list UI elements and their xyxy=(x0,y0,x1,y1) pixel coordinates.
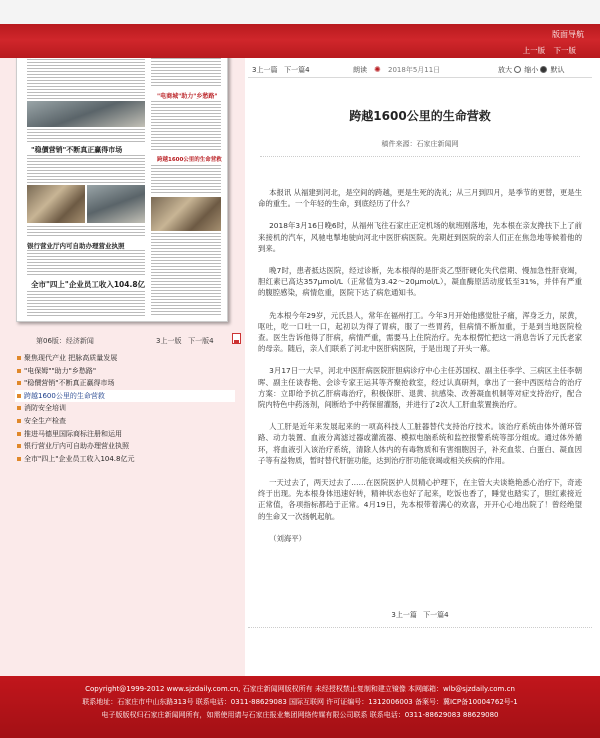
list-item[interactable]: "稳價营销"不断真正赢得市场 xyxy=(15,377,235,390)
header-page-nav xyxy=(517,45,576,56)
footer-copyright: Copyright@1999-2012 www.sjzdaily.com.cn, 石家庄新闻网版权所有 未经授权禁止复制和建立镜像 本网邮箱：wlb@sjzdaily.com.cn xyxy=(85,685,515,693)
list-item[interactable]: "电保姆""助力"乡愁路" xyxy=(15,365,235,378)
layout-nav-link[interactable]: 版面导航 xyxy=(552,30,584,39)
footer-rights: 电子版版权归石家庄新闻网所有，如需使用请与石家庄报业集团网络传媒有限公司联系 联系电话：0311-88629083 88629080 xyxy=(101,711,499,719)
article-author: （刘海平） xyxy=(269,533,307,543)
footer xyxy=(0,676,600,738)
list-item[interactable]: 推进马德里国际商标注册和运用 xyxy=(15,428,235,441)
bottom-next-article[interactable]: 下一篇4 xyxy=(423,611,449,619)
article-paragraph: 3月17日一大早，河北中医肝病医院肝胆病诊疗中心主任苏国权、副主任李学、三病区主任李朝晖、副主任谈春艳、会诊专家王运其等齐聚抢救室，经过认真研判，拿出了一套中西医结合的治疗方案：立即给予抗乙肝病毒治疗，积极保肝、退黄、抗感染、改善凝血机制等对症支持治疗，配合院内特色中药汤剂，间断给予中药保留灌肠，并进行了2次人工肝血浆置换治疗。 xyxy=(258,366,582,410)
lead-photo xyxy=(27,101,145,127)
next-article-link[interactable]: 下一篇4 xyxy=(284,66,310,74)
article-paragraph: 人工肝是近年来发展起来的一项高科技人工脏器替代支持治疗技术。该治疗系统由体外循环管路、动力装置、血液分离滤过器或灌流器、模拟电脑系统和监控报警系统等部分组成。通过体外循环，将血液引入该治疗系统，清除人体内的有毒物质和有害细胞因子，补充血浆、白蛋白、凝血因子等有益物质，暂时替代肝脏功能，达到治疗肝功能衰竭或相关疾病的作用。 xyxy=(258,422,582,465)
default-size-label[interactable]: 默认 xyxy=(550,66,565,74)
footer-contact: 联系地址：石家庄市中山东路313号 联系电话：0311-88629083 国际互联网 许可证编号：1312006003 备案号：冀ICP备10004762号-1 xyxy=(82,698,518,706)
zoom-in-radio[interactable] xyxy=(514,66,521,73)
read-aloud-button[interactable]: 朗读 xyxy=(353,66,367,74)
side-article-text-3 xyxy=(151,165,221,195)
mid-headline: "稳價营销"不断真正赢得市场 xyxy=(31,146,123,154)
lead-article-text xyxy=(27,59,145,99)
list-item-selected[interactable]: 跨越1600公里的生命营救 xyxy=(15,390,235,403)
article-paragraph: 一天过去了，两天过去了……在医院医护人员精心护理下，在主管大夫谈艳艳悉心治疗下，奇迹终于出现。先本根身体迅速好转，精神状态也好了起来，吃饭也香了，睡觉也踏实了，胆红素接近正常值，各项指标都趋于正常。4月19日，先本根带着满心的欢喜，开开心心地出院了！曾经绝望的生命又一次扬帆起航。 xyxy=(258,478,582,521)
header-next-page[interactable]: 下一版 xyxy=(553,46,576,55)
lower-headline: 银行营业厅内可自助办理营业执照 xyxy=(27,242,125,250)
divider xyxy=(260,156,580,157)
left-panel xyxy=(0,0,245,676)
list-item[interactable]: 消防安全培训 xyxy=(15,402,235,415)
article-paragraph: 晚7时，患者抵达医院，经过诊断，先本根得的是肝炎乙型肝硬化失代偿期、慢加急性肝衰竭，胆红素已高达357μmol/L（正常值为3.42～20μmol/L），凝血酶原活动度低至31%，并伴有严重的腹腔感染，病情危重，医院下达了病危通知书。 xyxy=(258,266,582,298)
side-photo xyxy=(151,197,221,231)
article-toolbar xyxy=(248,62,592,78)
bottom-headline: 全市"四上"企业员工收入104.8亿 xyxy=(31,280,146,289)
bottom-article-nav xyxy=(248,610,592,620)
prev-article-link[interactable]: 3上一篇 xyxy=(252,66,278,74)
list-item[interactable]: 安全生产检查 xyxy=(15,415,235,428)
zoom-out-radio[interactable] xyxy=(540,66,547,73)
list-item[interactable]: 聚焦现代产业 把脉高质量发展 xyxy=(15,352,235,365)
side-article-text-2 xyxy=(151,101,221,151)
toolbar-nav xyxy=(252,62,310,78)
speaker-icon[interactable]: ✺ xyxy=(374,65,381,74)
list-item[interactable]: 全市"四上"企业员工收入104.8亿元 xyxy=(15,453,235,466)
lead-article-text-2 xyxy=(27,129,145,143)
prev-page-link[interactable]: 3上一版 xyxy=(156,337,182,345)
page-label: 第06版：经济新闻 xyxy=(36,337,94,345)
article-paragraph: 2018年3月16日晚6时，从福州飞往石家庄正定机场的航班刚落地，先本根在亲友搀扶下上了前来接机的汽车，风驰电掣地驶向河北中医肝病医院。先期赶到医院的亲人们正在焦急地等候着他的到来。 xyxy=(258,221,582,253)
article-date: 2018年5月11日 xyxy=(388,66,441,74)
article-paragraph: 本报讯 从福建到河北，是空间的跨越，更是生死的洗礼；从三月到四月，是季节的更替，更是生命的重生。一个年轻的生命，到底经历了什么？ xyxy=(258,188,582,209)
side-red-headline: "电商城"助力"乡愁路" xyxy=(157,93,218,100)
page-info xyxy=(36,336,246,346)
header-bar xyxy=(0,0,600,58)
list-item[interactable]: 银行营业厅内可自助办理营业执照 xyxy=(15,440,235,453)
pdf-icon[interactable] xyxy=(232,333,241,344)
next-page-link[interactable]: 下一版4 xyxy=(188,337,214,345)
zoom-in-label[interactable]: 放大 xyxy=(498,66,512,74)
side-red-headline-2: 跨越1600公里的生命营救 xyxy=(157,157,222,163)
lower-article-text-2 xyxy=(27,250,145,276)
article-list xyxy=(15,352,235,465)
font-size-controls xyxy=(498,62,564,78)
lower-article-text xyxy=(27,226,145,238)
zoom-out-label[interactable]: 缩小 xyxy=(524,66,539,74)
article-title: 跨越1600公里的生命营救 xyxy=(349,109,491,123)
article-source: 稿件来源：石家庄新闻网 xyxy=(381,140,459,148)
article-paragraph: 先本根今年29岁，元氏县人，常年在福州打工。今年3月开始他感觉肚子痛，浑身乏力，尿黄，呕吐，吃一口吐一口，起初以为得了胃病，服了一些胃药，但病情不断加重，于是到当地医院检查。医生告诉他得了肝病，病情严重，需要马上住院治疗。先本根愣忙把这一消息告诉了元氏老家的母亲。随后，亲人们联系了河北中医肝病医院，于是出现了开头一幕。 xyxy=(258,310,582,354)
newspaper-page-thumbnail[interactable] xyxy=(16,16,228,322)
mid-photo-right xyxy=(87,185,145,223)
mid-article-text xyxy=(27,155,145,183)
divider xyxy=(248,627,592,628)
bottom-prev-article[interactable]: 3上一篇 xyxy=(391,611,417,619)
side-article-text-4 xyxy=(151,233,221,315)
bottom-article-text xyxy=(27,291,145,317)
header-prev-page[interactable]: 上一版 xyxy=(522,46,546,55)
article-body xyxy=(258,187,582,555)
mid-photo-left xyxy=(27,185,85,223)
